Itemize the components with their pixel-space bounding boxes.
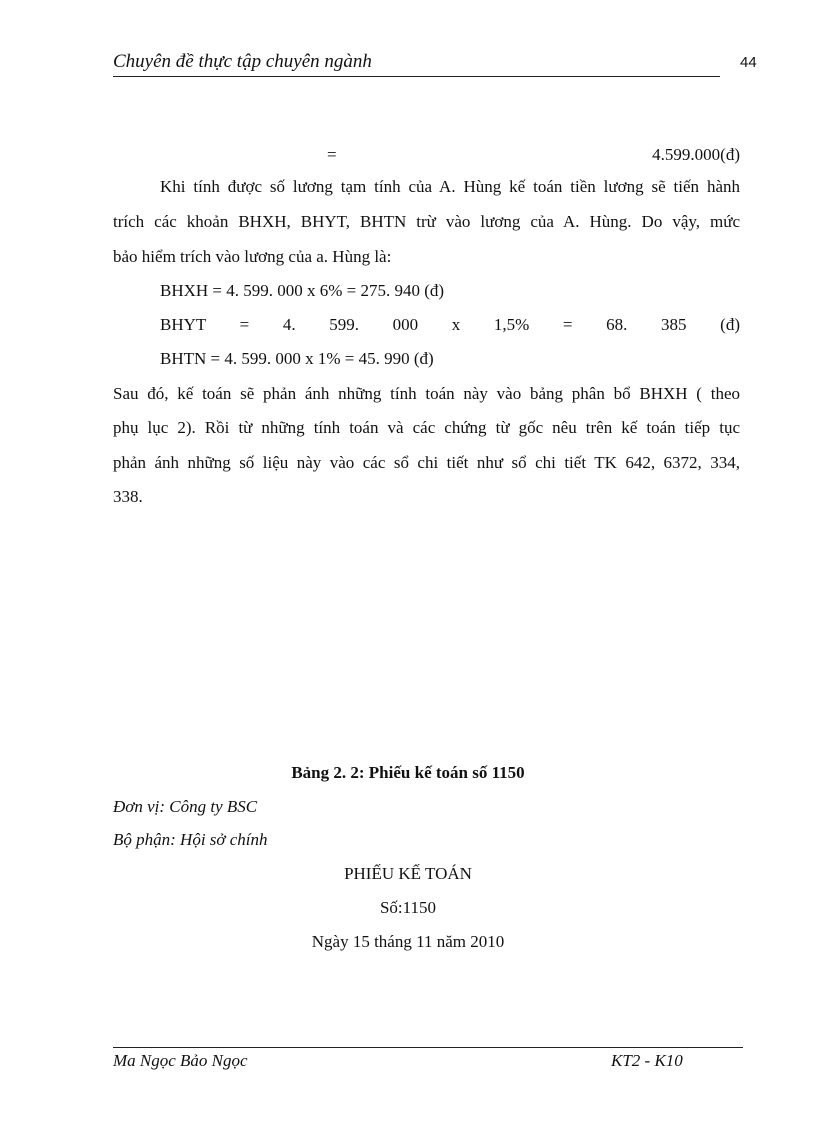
form-number: Số:1150 [379,898,437,917]
paragraph-1-line: Khi tính được số lương tạm tính của A. Hùng kế toán tiền lương sẽ tiến hành [160,177,740,196]
footer-class: KT2 - K10 [611,1051,683,1070]
paragraph-2-line: Sau đó, kế toán sẽ phản ánh những tính toán này vào bảng phân bổ BHXH ( theo [113,384,740,403]
equation-value: 4.599.000(đ) [652,145,740,164]
formula-bhyt: BHYT = 4. 599. 000 x 1,5% = 68. 385 (đ) [160,315,740,334]
header-divider [113,76,720,77]
unit-label: Đơn vị: Công ty BSC [113,797,258,816]
formula-bhxh: BHXH = 4. 599. 000 x 6% = 275. 940 (đ) [160,281,445,300]
paragraph-1-line: bảo hiểm trích vào lương của a. Hùng là: [113,247,392,266]
form-title: PHIẾU KẾ TOÁN [344,864,472,883]
paragraph-2-line: 338. [113,487,143,506]
formula-bhtn: BHTN = 4. 599. 000 x 1% = 45. 990 (đ) [160,349,434,368]
header-title: Chuyên đề thực tập chuyên ngành [113,51,372,72]
paragraph-1-line: trích các khoản BHXH, BHYT, BHTN trừ vào lương của A. Hùng. Do vậy, mức [113,212,740,231]
equation-sign: = [327,145,337,164]
footer-author: Ma Ngọc Bảo Ngọc [113,1051,248,1070]
paragraph-2-line: phụ lục 2). Rồi từ những tính toán và các chứng từ gốc nêu trên kế toán tiếp tục [113,418,740,437]
form-date: Ngày 15 tháng 11 năm 2010 [311,932,505,951]
department-label: Bộ phận: Hội sở chính [113,830,268,849]
table-title: Bảng 2. 2: Phiếu kế toán số 1150 [291,763,525,782]
page-number: 44 [740,54,757,71]
footer-divider [113,1047,743,1048]
paragraph-2-line: phản ánh những số liệu này vào các sổ chi tiết như sổ chi tiết TK 642, 6372, 334, [113,453,740,472]
